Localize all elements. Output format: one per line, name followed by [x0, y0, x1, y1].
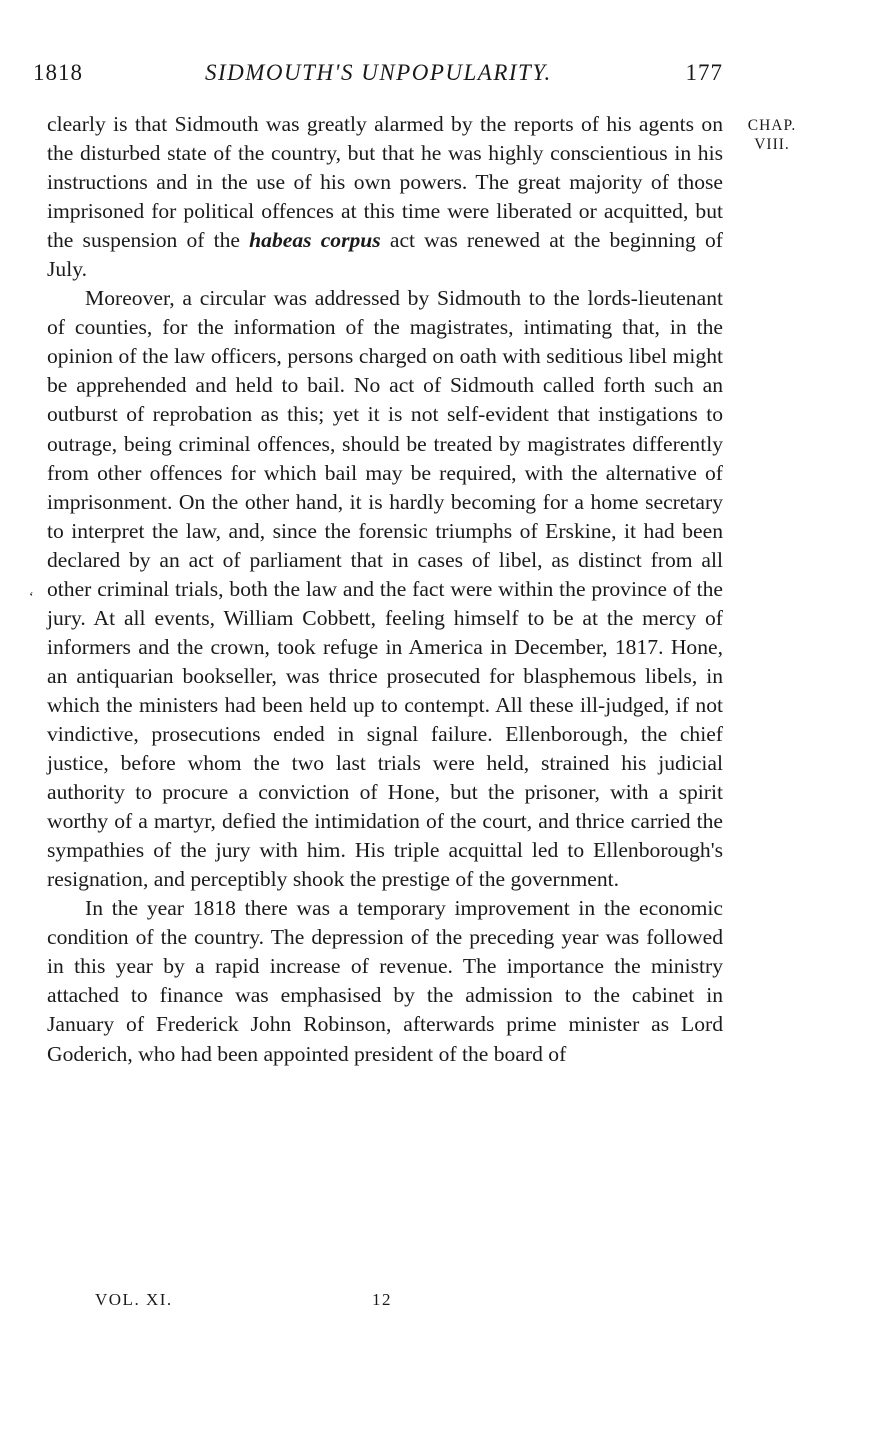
- running-header: [33, 60, 723, 90]
- page-number: 177: [685, 60, 723, 85]
- paragraph-1-end: act was renewed at the beginning of July.: [47, 228, 723, 282]
- body-text: [47, 110, 723, 1069]
- paragraph-1: [47, 110, 723, 284]
- footer-volume: VOL. XI.: [95, 1290, 173, 1309]
- footer-signature: 12: [372, 1290, 392, 1309]
- header-title: SIDMOUTH'S UNPOPULARITY.: [205, 60, 552, 85]
- margin-chap-label: CHAP.: [747, 117, 797, 134]
- paragraph-2: Moreover, a circular was addressed by Sidmouth to the lords-lieutenant of counties, for the information of the magistrates, intimating that, in the opinion of the law officers, persons charged on oath with seditious libel might be apprehended and held to bail. No act of Sidmouth called forth such an outburst of reprobation as this; yet it is not self-evident that instigations to outrage, being criminal offences, should be treated by magistrates differently from other offences for which bail may be required, with the alternative of imprisonment. On the other hand, it is hardly becoming for a home secretary to interpret the law, and, since the forensic triumphs of Erskine, it had been declared by an act of parliament that in cases of libel, as distinct from all other criminal trials, both the law and the fact were within the province of the jury. At all events, William Cobbett, feeling himself to be at the mercy of informers and the crown, took refuge in America in December, 1817. Hone, an antiquarian bookseller, was thrice prosecuted for blasphemous libels, in which the ministers had been held up to contempt. All these ill-judged, if not vindictive, prosecutions ended in signal failure. Ellenborough, the chief justice, before whom the two last trials were held, strained his judicial authority to procure a conviction of Hone, but the prisoner, with a spirit worthy of a martyr, defied the intimidation of the court, and thrice carried the sympathies of the jury with him. His triple acquittal led to Ellenborough's resignation, and perceptibly shook the prestige of the government.: [47, 286, 723, 892]
- paragraph-1-start: clearly is that Sidmouth was greatly alarmed by the reports of his agents on the disturbed state of the country, but that he was highly conscientious in his instructions and in the use of his own powers. The great majority of those imprisoned for political offences at this time were liberated or acquitted, but the suspension of the: [47, 112, 723, 253]
- paragraph-3: In the year 1818 there was a temporary improvement in the economic condition of the country. The depression of the preceding year was followed in this year by a rapid increase of revenue. The importance the ministry attached to finance was emphasised by the admission to the cabinet in January of Frederick John Robinson, afterwards prime minister as Lord Goderich, who had been appointed president of the board of: [47, 896, 723, 1066]
- page-footer: [95, 1290, 495, 1314]
- margin-chapter-note: [737, 116, 807, 154]
- margin-mark: ‘: [29, 590, 34, 605]
- italic-term: habeas corpus: [249, 228, 381, 253]
- margin-chap-number: VIII.: [754, 136, 790, 153]
- header-year: 1818: [33, 60, 83, 85]
